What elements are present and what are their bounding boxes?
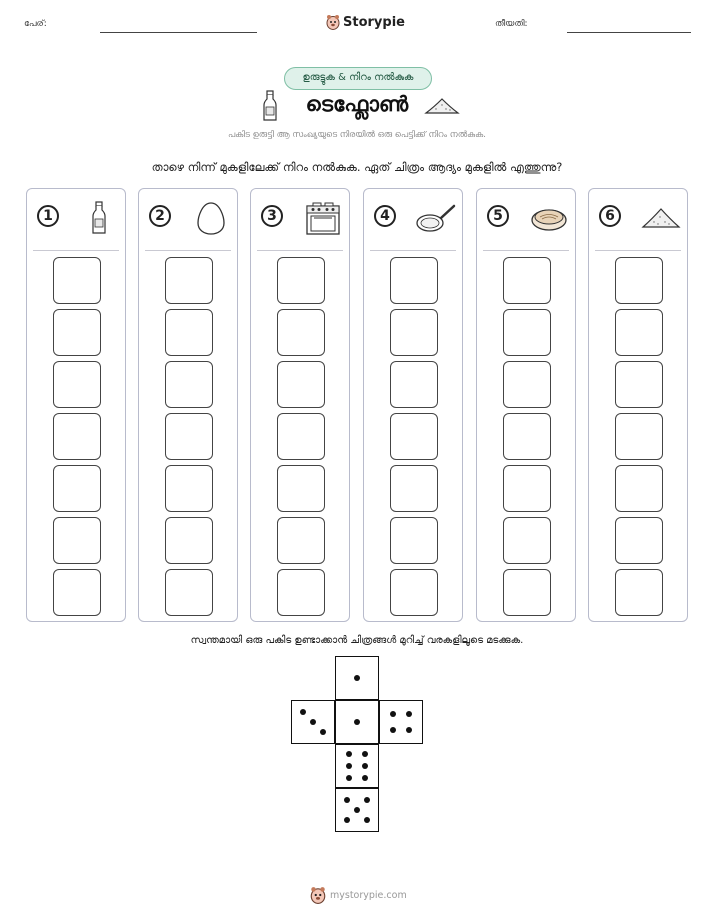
color-box[interactable]	[165, 517, 213, 564]
color-box[interactable]	[390, 309, 438, 356]
name-line[interactable]	[100, 32, 257, 33]
milk-bottle-icon	[77, 201, 121, 235]
color-box[interactable]	[165, 361, 213, 408]
storypie-mascot-icon	[326, 14, 340, 30]
dice-pip	[406, 727, 412, 733]
color-box[interactable]	[390, 413, 438, 460]
pancake-icon	[527, 201, 571, 235]
instructions-subtitle: പകിട ഉരുട്ടി ആ സംഖ്യയുടെ നിരയിൽ ഒരു പെട്ടിക്ക് നിറം നൽകുക.	[228, 130, 486, 140]
color-box[interactable]	[277, 361, 325, 408]
color-box[interactable]	[615, 257, 663, 304]
color-box[interactable]	[390, 465, 438, 512]
color-box[interactable]	[53, 413, 101, 460]
footer	[310, 886, 407, 904]
column-6	[588, 188, 688, 622]
column-2	[138, 188, 238, 622]
stove-oven-icon	[301, 201, 345, 235]
color-box[interactable]	[277, 465, 325, 512]
date-line[interactable]	[567, 32, 691, 33]
dice-pip	[346, 775, 352, 781]
dice-pip	[362, 763, 368, 769]
column-divider	[595, 250, 681, 251]
column-number: 6	[599, 205, 621, 227]
dice-instruction: സ്വന്തമായി ഒരു പകിട ഉണ്ടാക്കാൻ ചിത്രങ്ങൾ മുറിച്ച് വരകളിലൂടെ മടക്കുക.	[190, 635, 524, 646]
color-box[interactable]	[615, 309, 663, 356]
dice-pip	[354, 675, 360, 681]
color-box[interactable]	[165, 257, 213, 304]
dice-face-3	[291, 700, 335, 744]
footer-url[interactable]: mystorypie.com	[330, 889, 407, 901]
dice-pip	[364, 817, 370, 823]
dice-pip	[390, 727, 396, 733]
color-box[interactable]	[53, 309, 101, 356]
color-box[interactable]	[165, 413, 213, 460]
brand-logo	[326, 14, 405, 30]
dice-face-1	[335, 700, 379, 744]
dice-pip	[344, 797, 350, 803]
dice-pip	[344, 817, 350, 823]
storypie-mascot-icon	[310, 886, 326, 904]
column-divider	[257, 250, 343, 251]
dice-pip	[390, 711, 396, 717]
color-box[interactable]	[165, 465, 213, 512]
activity-badge: ഉരുട്ടുക & നിറം നൽകുക	[284, 67, 432, 90]
color-box[interactable]	[277, 517, 325, 564]
column-5	[476, 188, 576, 622]
color-box[interactable]	[615, 413, 663, 460]
color-box[interactable]	[503, 361, 551, 408]
flour-pile-icon	[424, 95, 460, 117]
question-text: താഴെ നിന്ന് മുകളിലേക്ക് നിറം നൽകുക. ഏത് ചിത്രം ആദ്യം മുകളിൽ എത്തുന്നു?	[151, 160, 563, 174]
dice-pip	[300, 709, 306, 715]
brand-name: Storypie	[343, 14, 405, 30]
column-divider	[483, 250, 569, 251]
color-box[interactable]	[277, 413, 325, 460]
dice-pip	[364, 797, 370, 803]
dice-pip	[354, 719, 360, 725]
color-box[interactable]	[53, 361, 101, 408]
color-box[interactable]	[277, 257, 325, 304]
color-box[interactable]	[390, 257, 438, 304]
column-number: 3	[261, 205, 283, 227]
dice-pip	[346, 751, 352, 757]
dice-pip	[346, 763, 352, 769]
color-box[interactable]	[53, 569, 101, 616]
color-box[interactable]	[503, 257, 551, 304]
dice-pip	[310, 719, 316, 725]
color-box[interactable]	[390, 517, 438, 564]
color-box[interactable]	[390, 569, 438, 616]
color-box[interactable]	[503, 413, 551, 460]
date-label: തീയതി:	[495, 19, 528, 29]
color-box[interactable]	[53, 257, 101, 304]
milk-bottle-icon	[262, 90, 278, 122]
page-title: ടെഫ്ലോൺ	[305, 92, 409, 116]
color-box[interactable]	[615, 517, 663, 564]
dice-face-5	[335, 788, 379, 832]
color-box[interactable]	[53, 517, 101, 564]
column-divider	[145, 250, 231, 251]
color-box[interactable]	[53, 465, 101, 512]
column-number: 2	[149, 205, 171, 227]
color-box[interactable]	[277, 309, 325, 356]
column-1	[26, 188, 126, 622]
color-box[interactable]	[390, 361, 438, 408]
color-box[interactable]	[503, 309, 551, 356]
dice-face-4	[379, 700, 423, 744]
column-number: 1	[37, 205, 59, 227]
color-box[interactable]	[615, 569, 663, 616]
color-box[interactable]	[165, 309, 213, 356]
color-box[interactable]	[503, 569, 551, 616]
color-box[interactable]	[503, 465, 551, 512]
column-divider	[370, 250, 456, 251]
flour-pile-icon	[639, 201, 683, 235]
column-number: 4	[374, 205, 396, 227]
dice-face-6	[335, 744, 379, 788]
column-4	[363, 188, 463, 622]
name-label: പേര്:	[24, 19, 47, 29]
column-number: 5	[487, 205, 509, 227]
column-divider	[33, 250, 119, 251]
color-box[interactable]	[615, 465, 663, 512]
color-box[interactable]	[165, 569, 213, 616]
dice-pip	[320, 729, 326, 735]
column-3	[250, 188, 350, 622]
color-box[interactable]	[503, 517, 551, 564]
dice-face-1	[335, 656, 379, 700]
egg-icon	[189, 201, 233, 235]
color-box[interactable]	[277, 569, 325, 616]
color-box[interactable]	[615, 361, 663, 408]
dice-pip	[362, 751, 368, 757]
dice-pip	[406, 711, 412, 717]
frying-pan-icon	[414, 201, 458, 235]
dice-pip	[362, 775, 368, 781]
dice-pip	[354, 807, 360, 813]
